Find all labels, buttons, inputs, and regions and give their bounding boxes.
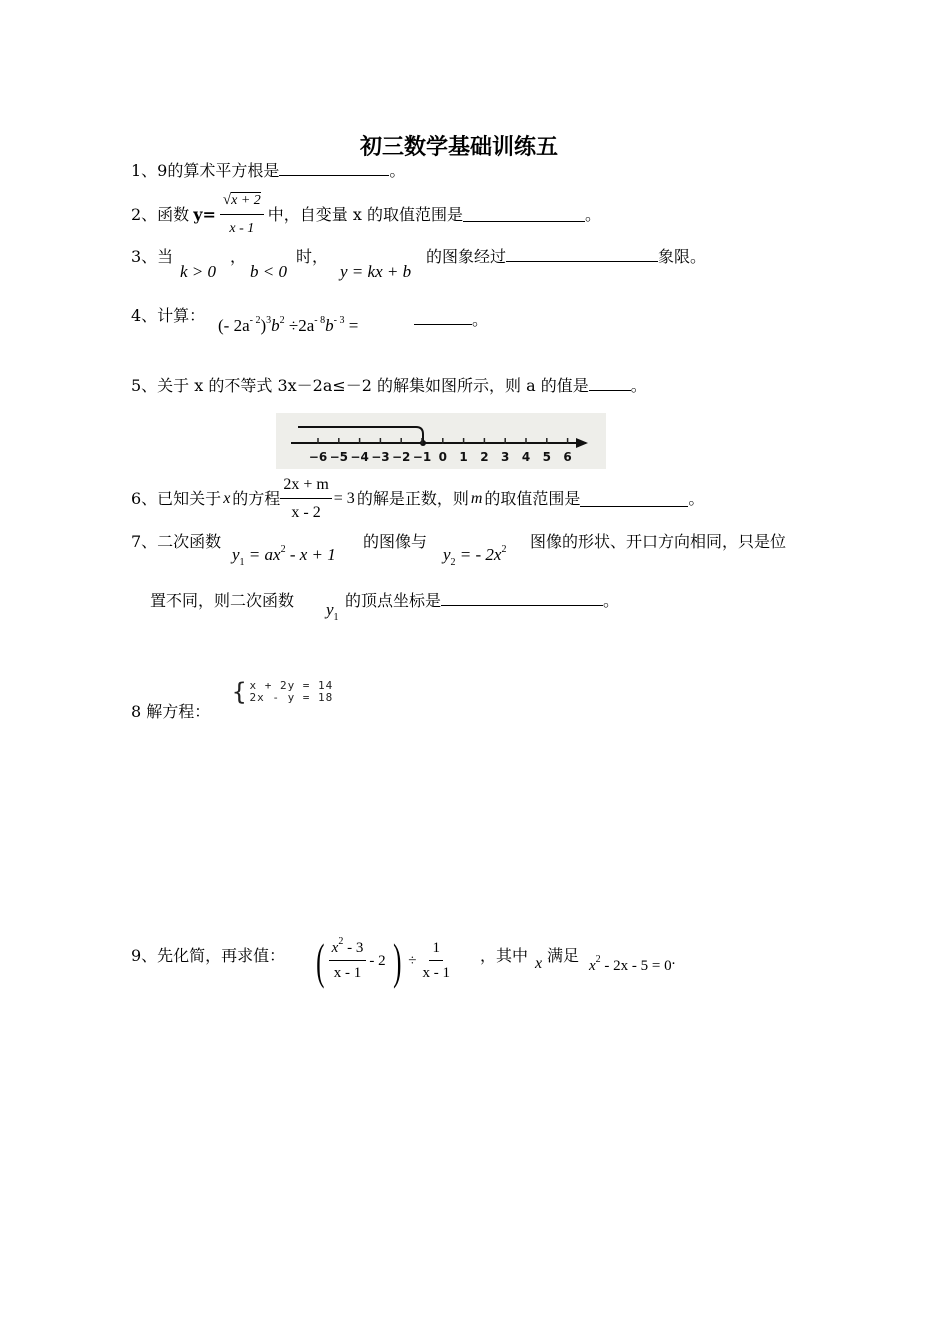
q8-text: 8 解方程： [131, 702, 211, 721]
q4-exp2: 3 [266, 315, 272, 326]
q7-f1: y [232, 545, 240, 564]
q7-f1-exp: 2 [280, 544, 286, 555]
q7-tail: 图像的形状、开口方向相同，只是位 [530, 532, 787, 551]
question-5 [131, 376, 647, 396]
q6-numerator: 2x + m [280, 475, 331, 499]
q2-denominator: x - 1 [229, 221, 255, 236]
q9-minus-2: - 2 [369, 952, 386, 969]
number-line-label: −6 [308, 450, 328, 464]
q3-function: y = kx + b [340, 262, 412, 281]
q2-fraction [220, 190, 264, 239]
page-title: 初三数学基础训练五 [360, 135, 559, 160]
q7-answer-blank[interactable] [441, 591, 603, 606]
right-paren-icon: ) [392, 933, 402, 989]
q3-condition-k: k > 0 [180, 262, 217, 281]
question-1 [131, 161, 405, 181]
q3-when: 时， [296, 247, 329, 266]
left-brace-icon: { [232, 678, 247, 706]
q7-mid: 的图像与 [363, 532, 428, 551]
q8-equation-1: x + 2y = 14 [249, 679, 334, 692]
q3-answer-blank[interactable] [506, 247, 658, 262]
q4-exp4: - 8 [314, 315, 326, 326]
q6-prefix: 6、已知关于 [131, 489, 222, 508]
q3-mid: 的图象经过 [426, 247, 507, 266]
q4-prefix: 4、计算： [131, 306, 206, 325]
number-line-label: 5 [542, 450, 551, 464]
q4-part-a: (- 2a [218, 316, 250, 335]
q3-tail [426, 247, 706, 267]
q4-exp3: 2 [279, 315, 285, 326]
q9-var: x [535, 955, 543, 972]
q9-mid: ，其中 [480, 946, 529, 965]
q7-line2b: 的顶点坐标是 [345, 591, 442, 610]
q7-f3: y [326, 600, 334, 619]
q7-function-2 [443, 544, 507, 568]
number-line-label: 2 [480, 450, 489, 464]
number-line-label: −3 [371, 450, 390, 464]
number-line-label: −4 [350, 450, 369, 464]
q1-answer-blank[interactable] [279, 161, 389, 176]
number-line-label: 4 [521, 450, 531, 464]
q7-line2b-wrap [345, 591, 619, 611]
q9-n1-exp: 2 [338, 936, 344, 947]
number-line-figure [276, 413, 606, 469]
q9-denominator-1: x - 1 [333, 965, 362, 981]
q4-exp5: - 3 [333, 315, 345, 326]
q9-n1-rest: - 3 [343, 940, 364, 956]
q9-divide: ÷ [408, 952, 417, 969]
q3-comma: ， [230, 247, 247, 266]
question-2 [131, 190, 601, 239]
q9-prefix: 9、先化简，再求值： [131, 946, 286, 965]
q4-part-d: ÷2a [284, 316, 315, 335]
number-line-label: −2 [391, 450, 411, 464]
q8-equation-2: 2x - y = 18 [249, 691, 334, 704]
q7-line2a: 置不同，则二次函数 [150, 591, 295, 610]
number-line-label: −1 [412, 450, 432, 464]
q9-expression [312, 933, 453, 989]
q5-end: 。 [630, 376, 647, 395]
q6-end: 。 [688, 489, 705, 508]
q9-fraction-1 [329, 936, 367, 982]
question-3 [131, 247, 173, 267]
question-6 [131, 474, 704, 524]
q4-answer-blank[interactable] [414, 310, 472, 325]
q3-end: 象限。 [658, 247, 707, 266]
q7-function-3 [326, 600, 339, 623]
number-line-label: −5 [329, 450, 349, 464]
q4-end: 。 [472, 310, 489, 329]
q9-denominator-2: x - 1 [422, 965, 450, 981]
q1-end: 。 [389, 161, 406, 180]
q9-fraction-2 [419, 940, 453, 982]
q4-equals: = [344, 316, 359, 335]
q9-numerator-2: 1 [429, 940, 443, 961]
q3-prefix: 3、当 [131, 247, 174, 266]
q6-mid3: 的取值范围是 [484, 489, 581, 508]
q7-f1-tail: - x + 1 [285, 545, 336, 564]
q8-system [232, 680, 333, 704]
q4-tail [414, 310, 488, 330]
q6-mid1: 的方程 [232, 489, 281, 508]
q9-eq-exp: 2 [595, 954, 601, 965]
q4-part-c: b [271, 316, 280, 335]
q6-mid2: 的解是正数，则 [356, 489, 469, 508]
q4-part-e: b [325, 316, 334, 335]
q7-function-1 [232, 544, 336, 568]
q5-answer-blank[interactable] [589, 376, 631, 391]
q7-end: 。 [603, 591, 620, 610]
q2-prefix: 2、函数 [131, 204, 190, 224]
q6-denominator: x - 2 [291, 504, 321, 521]
q7-f2: y [443, 545, 451, 564]
q2-numerator: √x + 2 [220, 190, 264, 215]
left-paren-icon: ( [316, 933, 325, 989]
q4-part-b: ) [260, 316, 267, 335]
q2-y: y= [193, 204, 216, 224]
q9-numerator-1 [329, 936, 367, 961]
number-line-label: 0 [438, 450, 447, 464]
q7-f1-sub: 1 [239, 557, 245, 568]
q2-num-text: x + 2 [231, 193, 261, 208]
number-line-label: 1 [459, 450, 468, 464]
q5-text: 5、关于 x 的不等式 3x－2a≤－2 的解集如图所示，则 a 的值是 [131, 376, 589, 395]
q9-n1: x [331, 940, 339, 956]
q6-var: x [223, 490, 231, 507]
q6-fraction [280, 475, 331, 523]
q6-var2: m [470, 490, 483, 507]
q9-equation [589, 952, 676, 975]
q7-f2-exp: 2 [501, 544, 507, 555]
q7-f2-sub: 2 [450, 557, 456, 568]
q7-f3-sub: 1 [333, 612, 339, 623]
q6-answer-blank[interactable] [580, 492, 688, 507]
q7-f1-rest: = ax [244, 545, 281, 564]
solid-endpoint-dot [420, 440, 426, 446]
q7-f2-rest: = - 2x [455, 545, 502, 564]
q2-answer-blank[interactable] [463, 207, 585, 222]
q9-end: . [671, 952, 676, 968]
q2-mid: 中，自变量 x 的取值范围是 [267, 204, 463, 224]
q4-exp1: - 2 [249, 315, 261, 326]
number-line-label: 3 [501, 450, 510, 464]
number-line-label: 6 [563, 450, 572, 464]
q1-text: 1、9的算术平方根是 [131, 161, 280, 180]
q4-expression [218, 316, 358, 336]
q2-end: 。 [585, 204, 602, 224]
q6-equals: = 3 [333, 490, 355, 507]
q9-eq-rest: - 2x - 5 = 0 [600, 958, 672, 974]
q9-eq-x: x [589, 958, 596, 974]
q7-prefix: 7、二次函数 [131, 532, 222, 551]
q3-condition-b: b < 0 [250, 262, 287, 281]
q9-cond: 满足 [547, 946, 580, 965]
